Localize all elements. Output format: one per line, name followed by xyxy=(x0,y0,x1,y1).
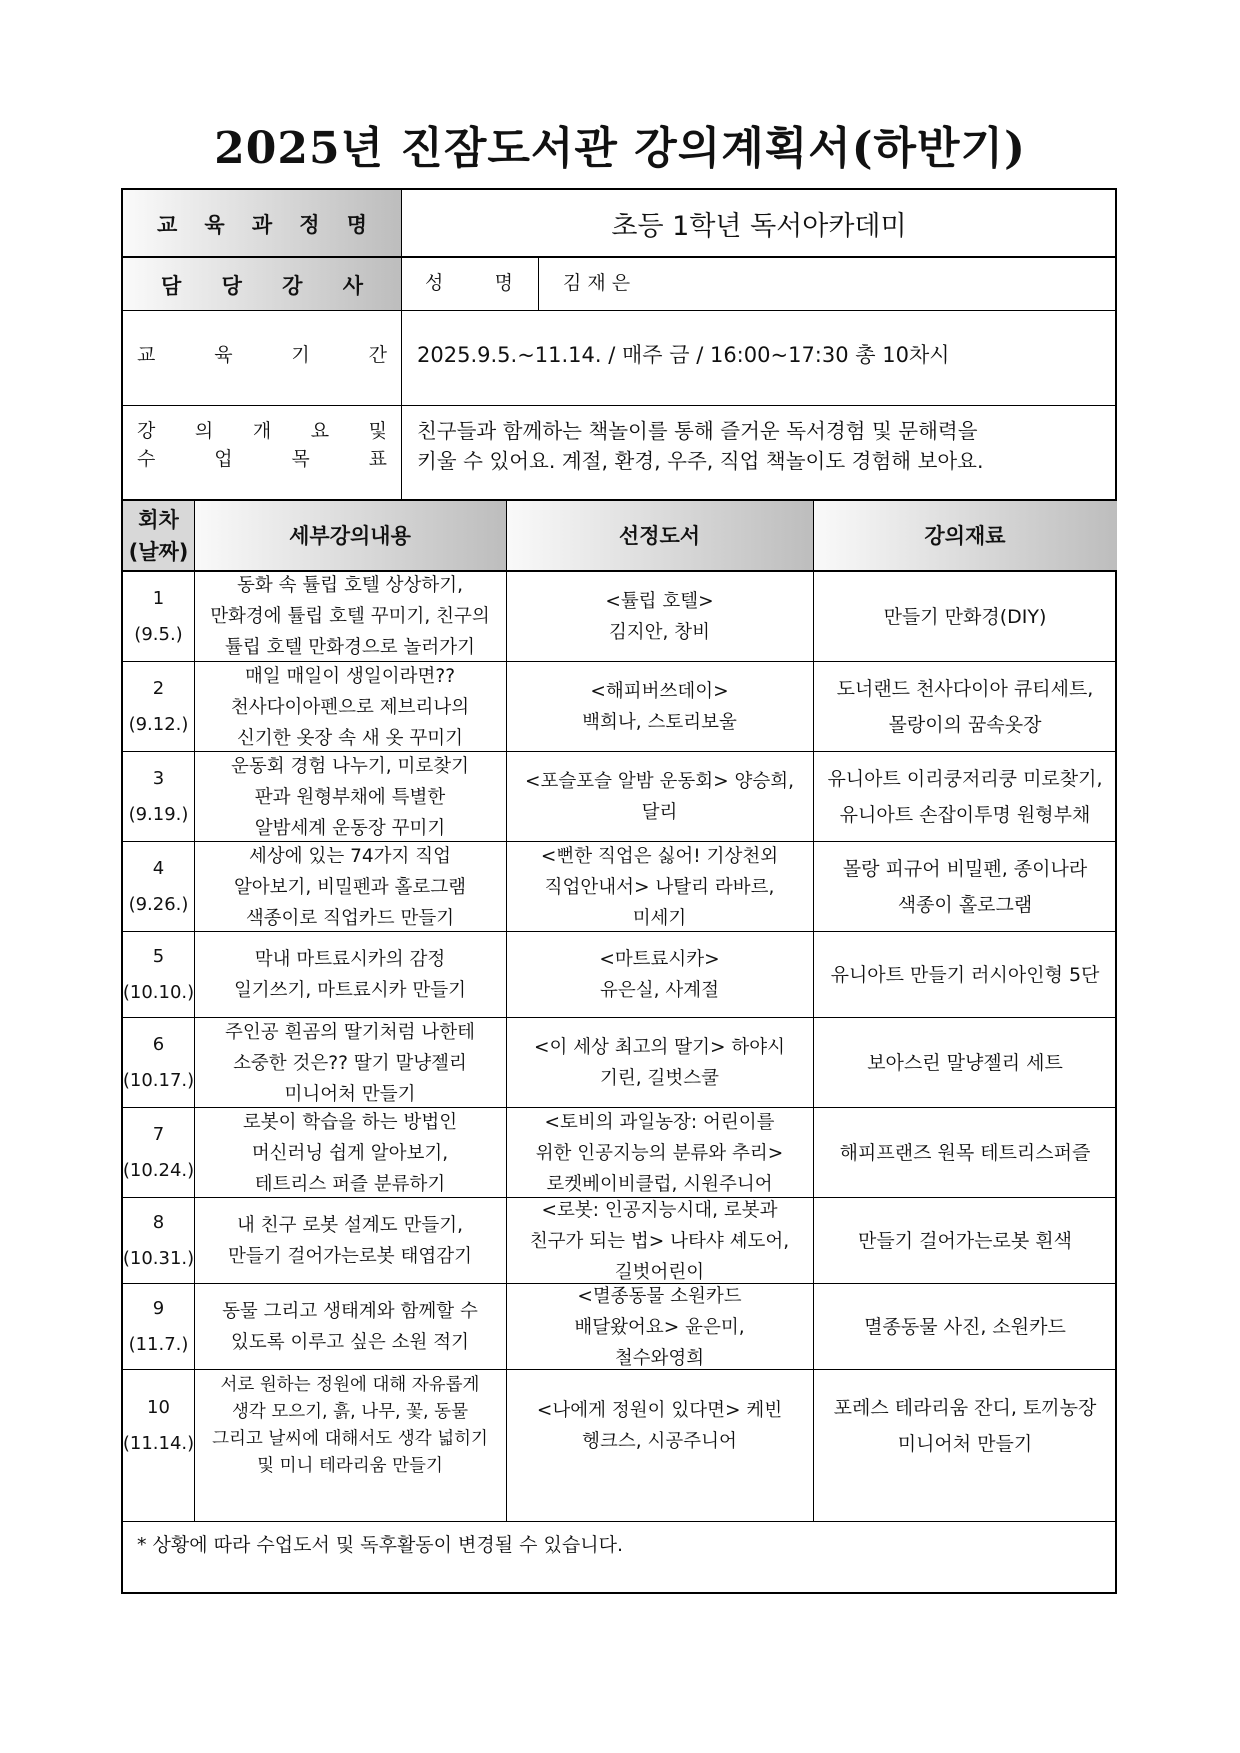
selected-book: <멸종동물 소원카드 배달왔어요> 윤은미, 철수와영희 xyxy=(574,1285,745,1369)
session-date: 1 (9.5.) xyxy=(134,587,183,645)
label-char: 강 xyxy=(137,420,156,442)
summary-line: 친구들과 함께하는 책놀이를 통해 즐거운 독서경험 및 문해력을 xyxy=(417,419,978,443)
header-session-date: 회차 (날짜) xyxy=(123,501,194,571)
session-date: 3 (9.19.) xyxy=(128,768,189,825)
lecture-materials: 유니아트 만들기 러시아인형 5단 xyxy=(830,964,1100,986)
label-char: 담 xyxy=(161,274,182,298)
label-char: 목 xyxy=(291,448,310,470)
lecture-content: 동화 속 튤립 호텔 상상하기, 만화경에 튤립 호텔 꾸미기, 친구의 튤립 호텔 만화경으로 놀러가기 xyxy=(210,575,490,658)
lecture-materials: 만들기 걸어가는로봇 흰색 xyxy=(858,1230,1072,1252)
label-char: 표 xyxy=(368,448,387,470)
session-date: 2 (9.12.) xyxy=(128,678,189,735)
lecture-content: 내 친구 로봇 설계도 만들기, 만들기 걸어가는로봇 태엽감기 xyxy=(227,1215,473,1267)
table-row xyxy=(123,1198,1117,1284)
schedule-header-row xyxy=(123,501,1117,571)
table-row xyxy=(123,1108,1117,1198)
label-char: 명 xyxy=(346,213,367,237)
session-date: 7 (10.24.) xyxy=(122,1124,195,1181)
summary-line: 키울 수 있어요. 계절, 환경, 우주, 직업 책놀이도 경험해 보아요. xyxy=(417,449,984,473)
header-materials: 강의재료 xyxy=(813,501,1117,571)
lecture-materials: 만들기 만화경(DIY) xyxy=(883,605,1047,628)
selected-book: <이 세상 최고의 딸기> 하야시 기린, 길벗스쿨 xyxy=(533,1037,786,1089)
lecture-materials: 멸종동물 사진, 소원카드 xyxy=(864,1316,1066,1338)
lecture-content: 막내 마트료시카의 감정 일기쓰기, 마트료시카 만들기 xyxy=(233,949,467,1001)
label-char: 과 xyxy=(251,213,273,237)
label-char: 사 xyxy=(342,274,363,298)
lecture-materials: 몰랑 피규어 비밀펜, 종이나라 색종이 홀로그램 xyxy=(842,858,1088,916)
table-row xyxy=(123,662,1117,752)
instructor-name: 김재은 xyxy=(563,272,637,294)
table-row xyxy=(123,752,1117,842)
lecture-materials: 유니아트 이리쿵저리쿵 미로찾기, 유니아트 손잡이투명 원형부채 xyxy=(827,768,1103,826)
lecture-content: 서로 원하는 정원에 대해 자유롭게 생각 모으기, 흙, 나무, 꽃, 동물 그리고 날씨에 대해서도 생각 넓히기 및 미니 테라리움 만들기 xyxy=(212,1374,488,1476)
lecture-content: 매일 매일이 생일이라면?? 천사다이아펜으로 제브리나의 신기한 옷장 속 새 옷 꾸미기 xyxy=(230,665,470,749)
label-char: 강 xyxy=(282,274,303,298)
lecture-content: 세상에 있는 74가지 직업 알아보기, 비밀펜과 홀로그램 색종이로 직업카드 만들기 xyxy=(233,845,467,929)
label-char: 수 xyxy=(137,448,156,470)
lecture-materials: 도너랜드 천사다이아 큐티세트, 몰랑이의 꿈속옷장 xyxy=(836,678,1094,736)
table-row xyxy=(123,1018,1117,1108)
course-label xyxy=(157,209,367,239)
name-label xyxy=(425,266,513,300)
table-row xyxy=(123,1284,1117,1370)
lecture-content: 주인공 흰곰의 딸기처럼 나한테 소중한 것은?? 딸기 말냥젤리 미니어처 만들기 xyxy=(225,1021,475,1105)
label-char: 개 xyxy=(252,420,272,442)
summary-label-line2 xyxy=(137,446,387,472)
selected-book: <포슬포슬 알밤 운동회> 양승희, 달리 xyxy=(525,771,794,823)
label-char: 기 xyxy=(291,344,310,366)
selected-book: <뻔한 직업은 싫어! 기상천외 직업안내서> 나탈리 라바르, 미세기 xyxy=(540,845,779,929)
session-date: 6 (10.17.) xyxy=(122,1034,195,1091)
session-date: 4 (9.26.) xyxy=(128,858,189,915)
lecture-content: 동물 그리고 생태계와 함께할 수 있도록 이루고 싶은 소원 적기 xyxy=(222,1301,478,1353)
course-name: 초등 1학년 독서아카데미 xyxy=(611,210,907,242)
label-char: 의 xyxy=(194,420,214,442)
table-row xyxy=(123,932,1117,1018)
lecture-materials: 포레스 테라리움 잔디, 토끼농장 미니어처 만들기 xyxy=(833,1396,1097,1455)
session-date: 9 (11.7.) xyxy=(128,1298,189,1355)
header-lecture-content: 세부강의내용 xyxy=(194,501,506,571)
label-char: 및 xyxy=(368,420,387,442)
period-value: 2025.9.5.~11.14. / 매주 금 / 16:00~17:30 총 10차시 xyxy=(417,343,950,367)
summary-label-line1 xyxy=(137,418,387,444)
session-date: 10 (11.14.) xyxy=(122,1396,195,1454)
summary-text xyxy=(417,416,1107,476)
lecture-content: 로봇이 학습을 하는 방법인 머신러닝 쉽게 알아보기, 테트리스 퍼즐 분류하기 xyxy=(242,1111,458,1195)
period-label xyxy=(137,338,387,372)
lecture-materials: 해피프랜즈 원목 테트리스퍼즐 xyxy=(839,1142,1091,1164)
label-char: 명 xyxy=(494,272,513,294)
label-char: 간 xyxy=(368,344,387,366)
selected-book: <토비의 과일농장: 어린이를 위한 인공지능의 분류와 추리> 로켓베이비클럽, 시원주니어 xyxy=(535,1111,784,1195)
label-char: 정 xyxy=(299,213,320,237)
label-char: 요 xyxy=(310,420,330,442)
label-char: 업 xyxy=(214,448,233,470)
table-row xyxy=(123,842,1117,932)
selected-book: <로봇: 인공지능시대, 로봇과 친구가 되는 법> 나타샤 셰도어, 길벗어린이 xyxy=(529,1199,790,1283)
selected-book: <튤립 호텔> 김지안, 창비 xyxy=(605,590,714,643)
selected-book: <나에게 정원이 있다면> 케빈 헹크스, 시공주니어 xyxy=(536,1399,783,1452)
session-date: 5 (10.10.) xyxy=(122,946,195,1003)
document-title: 2025년 진잠도서관 강의계획서(하반기) xyxy=(214,123,1026,174)
lecture-plan-table xyxy=(121,188,1117,1594)
label-char: 교 xyxy=(157,213,178,237)
lecture-content: 운동회 경험 나누기, 미로찾기 판과 원형부채에 특별한 알밤세계 운동장 꾸미기 xyxy=(231,755,469,839)
selected-book: <마트료시카> 유은실, 사계절 xyxy=(599,949,720,1001)
label-char: 성 xyxy=(425,272,444,294)
footnote: * 상황에 따라 수업도서 및 독후활동이 변경될 수 있습니다. xyxy=(137,1534,623,1556)
table-row xyxy=(123,1370,1117,1481)
label-char: 육 xyxy=(204,213,225,237)
session-date: 8 (10.31.) xyxy=(122,1212,195,1269)
label-char: 육 xyxy=(214,344,233,366)
header-selected-book: 선정도서 xyxy=(506,501,813,571)
instructor-label xyxy=(161,270,363,300)
label-char: 당 xyxy=(221,274,242,298)
table-row xyxy=(123,571,1117,662)
label-char: 교 xyxy=(137,344,156,366)
selected-book: <해피버쓰데이> 백희나, 스토리보울 xyxy=(582,681,737,733)
lecture-materials: 보아스린 말냥젤리 세트 xyxy=(867,1052,1063,1074)
